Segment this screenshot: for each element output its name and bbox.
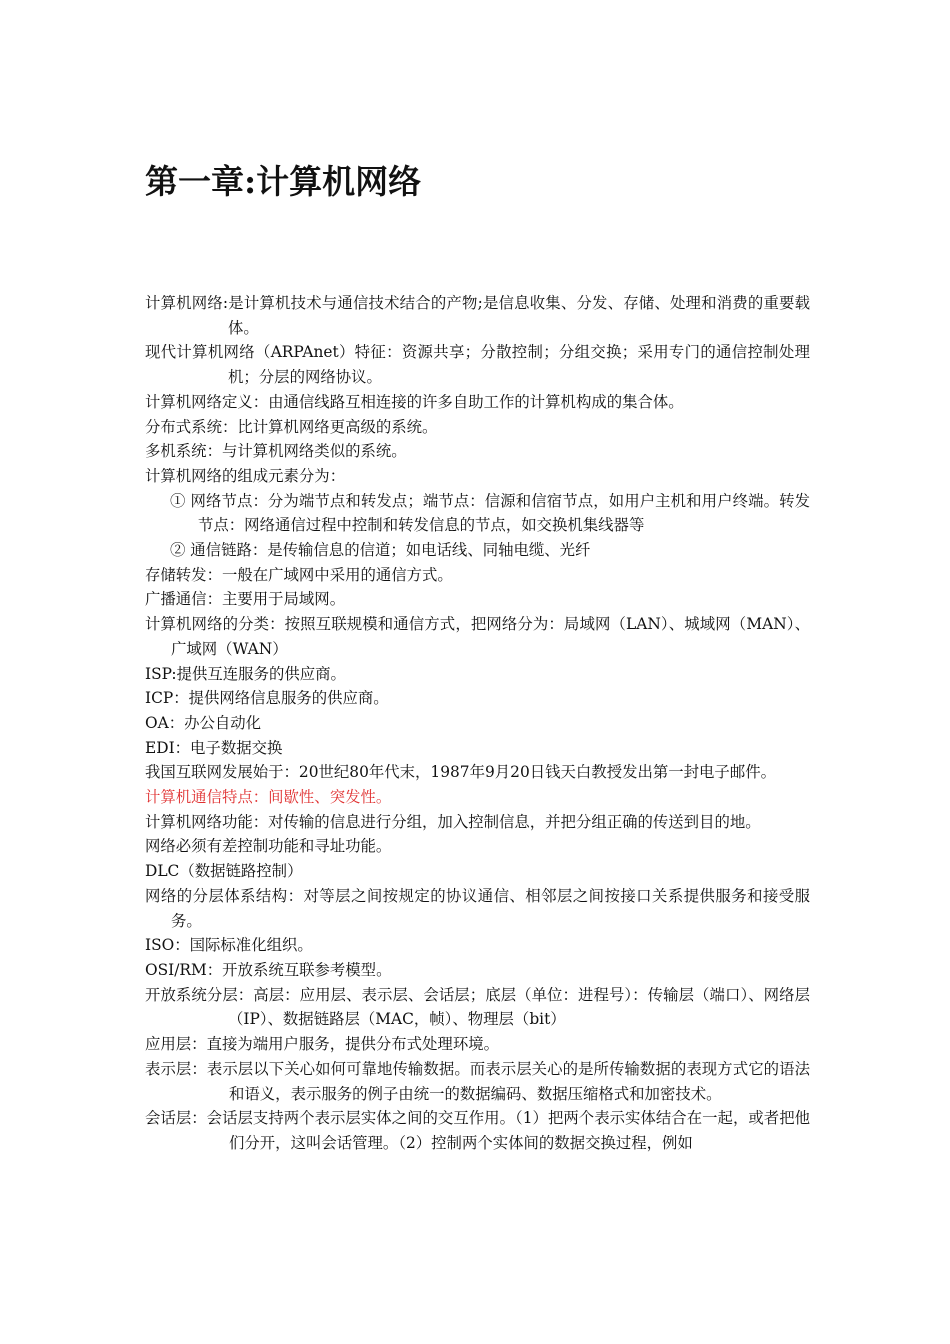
paragraph: OA：办公自动化 — [145, 713, 262, 732]
paragraph: 开放系统分层：高层：应用层、表示层、会话层；底层（单位：进程号）：传输层（端口）、网络层（IP）、数据链路层（MAC，帧）、物理层（bit） — [145, 985, 810, 1029]
paragraph: ISO：国际标准化组织。 — [145, 936, 313, 955]
paragraph: 应用层：直接为端用户服务，提供分布式处理环境。 — [145, 1035, 499, 1054]
list-item: ② 通信链路：是传输信息的信道；如电话线、同轴电缆、光纤 — [170, 541, 591, 560]
paragraph: 计算机网络功能：对传输的信息进行分组，加入控制信息，并把分组正确的传送到目的地。 — [145, 812, 761, 831]
paragraph: 计算机网络的分类：按照互联规模和通信方式，把网络分为：局域网（LAN）、城域网（MAN）、广域网（WAN） — [145, 615, 810, 658]
paragraph: 存储转发：一般在广域网中采用的通信方式。 — [145, 565, 453, 584]
paragraph: 我国互联网发展始于：20世纪80年代末，1987年9月20日钱天白教授发出第一封电子邮件。 — [145, 763, 776, 782]
paragraph: 广播通信：主要用于局域网。 — [145, 590, 346, 609]
paragraph: 现代计算机网络（ARPAnet）特征：资源共享；分散控制；分组交换；采用专门的通信控制处理机；分层的网络协议。 — [145, 343, 810, 387]
paragraph: EDI：电子数据交换 — [145, 738, 283, 757]
paragraph: 分布式系统：比计算机网络更高级的系统。 — [145, 417, 438, 436]
paragraph: 表示层：表示层以下关心如何可靠地传输数据。而表示层关心的是所传输数据的表现方式它的语法和语义，表示服务的例子由统一的数据编码、数据压缩格式和加密技术。 — [145, 1059, 810, 1103]
paragraph: 计算机网络:是计算机技术与通信技术结合的产物;是信息收集、分发、存储、处理和消费的重要载体。 — [145, 294, 810, 337]
list-item: ① 网络节点：分为端节点和转发点；端节点：信源和信宿节点，如用户主机和用户终端。转发节点：网络通信过程中控制和转发信息的节点，如交换机集线器等 — [170, 491, 810, 535]
highlighted-paragraph: 计算机通信特点：间歇性、突发性。 — [145, 788, 392, 807]
paragraph: ICP：提供网络信息服务的供应商。 — [145, 689, 389, 708]
paragraph: 网络的分层体系结构：对等层之间按规定的协议通信、相邻层之间按接口关系提供服务和接受服务。 — [145, 886, 810, 930]
paragraph: 多机系统：与计算机网络类似的系统。 — [145, 442, 407, 461]
chapter-title: 第一章:计算机网络 — [145, 162, 422, 201]
paragraph: OSI/RM：开放系统互联参考模型。 — [145, 960, 392, 979]
paragraph: 网络必须有差控制功能和寻址功能。 — [145, 837, 392, 856]
paragraph: 计算机网络的组成元素分为： — [145, 466, 346, 485]
paragraph: DLC（数据链路控制） — [145, 862, 303, 881]
paragraph: ISP:提供互连服务的供应商。 — [145, 664, 346, 683]
paragraph: 计算机网络定义：由通信线路互相连接的许多自助工作的计算机构成的集合体。 — [145, 392, 684, 411]
paragraph: 会话层：会话层支持两个表示层实体之间的交互作用。（1）把两个表示实体结合在一起，或者把他们分开，这叫会话管理。（2）控制两个实体间的数据交换过程，例如 — [145, 1109, 810, 1152]
document-body — [145, 291, 810, 1156]
